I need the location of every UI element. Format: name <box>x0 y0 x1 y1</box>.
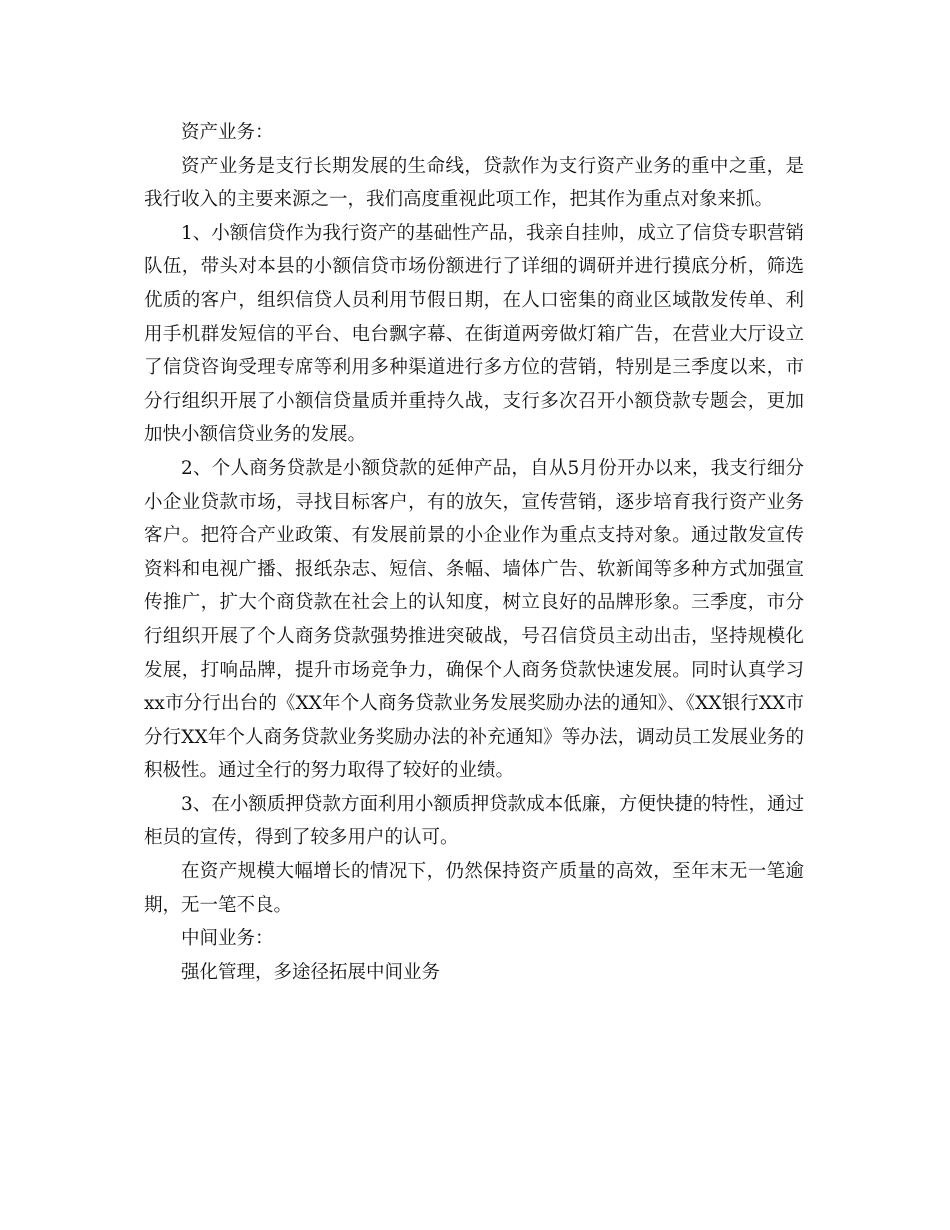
paragraph-intermediate-intro: 强化管理，多途径拓展中间业务 <box>181 961 441 983</box>
paragraph-microcredit: 1、小额信贷作为我行资产的基础性产品，我亲自挂帅，成立了信贷专职营销队伍，带头对本县的小额信贷市场份额进行了详细的调研并进行摸底分析，筛选优质的客户，组织信贷人员利用节假日期，在人口密集的商业区域散发传单、利用手机群发短信的平台、电台飘字幕、在街道两旁做灯箱广告，在营业大厅设立了信贷咨询受理专席等利用多种渠道进行多方位的营销，特别是三季度以来，市分行组织开展了小额信贷量质并重持久战，支行多次召开小额贷款专题会，更加加快小额信贷业务的发展。 <box>144 222 804 446</box>
paragraph-personal-business-loan: 2、个人商务贷款是小额贷款的延伸产品，自从5月份开办以来，我支行细分小企业贷款市场，寻找目标客户，有的放矢，宣传营销，逐步培育我行资产业务客户。把符合产业政策、有发展前景的小企业作为重点支持对象。通过散发宣传资料和电视广播、报纸杂志、短信、条幅、墙体广告、软新闻等多种方式加强宣传推广，扩大个商贷款在社会上的认知度，树立良好的品牌形象。三季度，市分行组织开展了个人商务贷款强势推进突破战，号召信贷员主动出击，坚持规模化发展，打响品牌，提升市场竞争力，确保个人商务贷款快速发展。同时认真学习xx市分行出台的《XX年个人商务贷款业务发展奖励办法的通知》、《XX银行XX市分行XX年个人商务贷款业务奖励办法的补充通知》等办法，调动员工发展业务的积极性。通过全行的努力取得了较好的业绩。 <box>144 457 804 782</box>
paragraph-pledge-loan: 3、在小额质押贷款方面利用小额质押贷款成本低廉，方便快捷的特性，通过柜员的宣传，得到了较多用户的认可。 <box>144 793 804 849</box>
paragraph-asset-quality: 在资产规模大幅增长的情况下，仍然保持资产质量的高效，至年末无一笔逾期，无一笔不良。 <box>144 861 804 916</box>
section-heading-intermediate-business: 中间业务： <box>181 928 274 950</box>
paragraph-asset-intro: 资产业务是支行长期发展的生命线，贷款作为支行资产业务的重中之重，是我行收入的主要来源之一，我们高度重视此项工作，把其作为重点对象来抓。 <box>144 155 804 211</box>
document-body <box>144 116 804 989</box>
section-heading-asset-business: 资产业务： <box>181 122 274 143</box>
